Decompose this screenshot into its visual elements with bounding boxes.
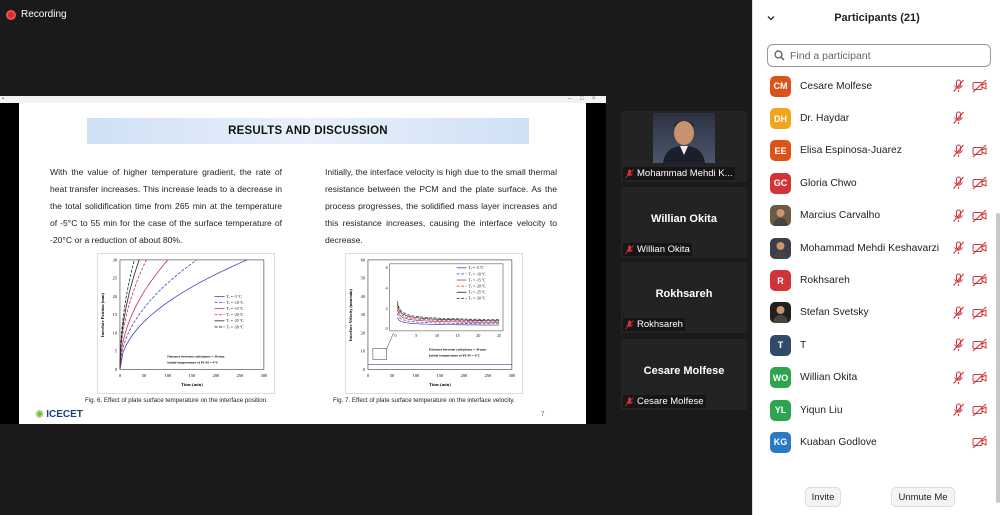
participant-name: Dr. Haydar <box>800 113 850 125</box>
f7-ytick: 20 <box>360 330 365 336</box>
f7-ytick: 60 <box>360 257 365 263</box>
f6-ytick: 30 <box>112 257 117 263</box>
tile-name-label: Mohammad Mehdi K... <box>637 168 733 179</box>
fig7-inset-xtick: 10 <box>434 332 439 338</box>
presentation-slide <box>19 103 586 424</box>
fig6-interface-position-chart <box>97 253 275 394</box>
f7-xtick: 50 <box>389 373 395 379</box>
conference-logo <box>35 408 83 421</box>
f6-legend-entry: Tₛ = -25 °C <box>226 319 244 324</box>
participant-name: Mohammad Mehdi Keshavarzi <box>800 242 940 254</box>
tile-name-label: Cesare Molfese <box>637 396 704 407</box>
fig7-inset-xtick: 5 <box>415 332 418 338</box>
mic-muted-icon <box>952 209 965 223</box>
f6-xtick: 250 <box>236 373 244 379</box>
f7-ytick: 30 <box>360 312 365 318</box>
fig7-inset-ytick: 4 <box>385 285 388 291</box>
close-icon: × <box>592 96 596 102</box>
f6-ytick: 5 <box>114 348 117 354</box>
fig6-series-line <box>120 260 168 369</box>
participant-row[interactable] <box>753 264 993 296</box>
participant-row[interactable] <box>753 329 993 361</box>
f7-xtick: 250 <box>484 373 492 379</box>
minimize-icon: – <box>568 96 572 102</box>
participant-name: Kuaban Godlove <box>800 436 877 448</box>
f6-xtick: 200 <box>212 373 220 379</box>
avatar: T <box>770 335 791 356</box>
tile-name-label: Willian Okita <box>637 244 690 255</box>
mic-muted-icon <box>952 273 965 287</box>
mic-muted-icon <box>625 169 634 179</box>
video-off-icon <box>972 371 987 385</box>
mic-muted-icon <box>625 245 634 255</box>
mic-muted-icon <box>952 241 965 255</box>
scrollbar[interactable] <box>996 213 1000 503</box>
f6-legend-entry: Tₛ = -15 °C <box>226 306 244 311</box>
fig7-xlabel: Time (min) <box>429 382 451 388</box>
mic-muted-icon <box>625 397 634 407</box>
participant-row[interactable] <box>753 102 993 134</box>
participant-row[interactable] <box>753 70 993 102</box>
slide-page-number: 7 <box>541 412 545 418</box>
participant-name: Stefan Svetsky <box>800 307 869 319</box>
f7-legend-entry: Tₛ = -20 °C <box>468 284 486 289</box>
tile-label <box>623 395 706 408</box>
participant-name: Cesare Molfese <box>800 80 873 92</box>
participant-row[interactable] <box>753 394 993 426</box>
f7-ytick: 40 <box>360 293 365 299</box>
panel-header <box>753 0 1000 36</box>
participant-name: Elisa Espinosa-Juarez <box>800 145 902 157</box>
f7-legend-entry: Tₛ = -15 °C <box>468 278 486 283</box>
video-off-icon <box>972 403 987 417</box>
fig7-interface-velocity-chart <box>345 253 523 394</box>
avatar <box>770 238 791 259</box>
video-off-icon <box>972 306 987 320</box>
fig6-note2: Initial temperature of PCM = 4°C <box>167 360 219 365</box>
participant-photo <box>653 113 715 163</box>
fig7-zoom-arrow <box>387 333 394 349</box>
record-icon <box>6 10 16 20</box>
f7-xtick: 100 <box>412 373 420 379</box>
mic-muted-icon <box>952 79 965 93</box>
participant-name: T <box>800 339 807 351</box>
f6-ytick: 20 <box>112 293 117 299</box>
fig7-ylabel: Interface Velocity (mm/min) <box>348 289 354 342</box>
f6-xtick: 150 <box>188 373 196 379</box>
f7-ytick: 10 <box>360 348 365 354</box>
avatar <box>770 302 791 323</box>
f6-ytick: 25 <box>112 275 117 281</box>
video-off-icon <box>972 144 987 158</box>
recording-label: Recording <box>21 9 67 20</box>
f6-xtick: 100 <box>164 373 172 379</box>
f7-legend-entry: Tₛ = -25 °C <box>468 290 486 295</box>
mic-muted-icon <box>952 306 965 320</box>
avatar: WO <box>770 367 791 388</box>
fig6-xlabel: Time (min) <box>181 382 203 388</box>
fig7-inset-xtick: 0 <box>394 332 397 338</box>
f6-ytick: 15 <box>112 312 117 318</box>
f6-legend-entry: Tₛ = -30 °C <box>226 325 244 330</box>
f7-xtick: 200 <box>460 373 468 379</box>
avatar: DH <box>770 108 791 129</box>
avatar: CM <box>770 76 791 97</box>
shared-window-titlebar <box>0 96 606 103</box>
participant-row[interactable] <box>753 200 993 232</box>
logo-text: ICECET <box>46 409 83 420</box>
f6-legend-entry: Tₛ = -20 °C <box>226 313 244 318</box>
tile-display-name: Willian Okita <box>651 213 717 225</box>
recording-indicator[interactable] <box>6 9 67 20</box>
video-off-icon <box>972 79 987 93</box>
f6-legend-entry: Tₛ = -5 °C <box>226 294 242 299</box>
avatar <box>770 205 791 226</box>
slide-right-text: Initially, the interface velocity is high due to the small thermal resistance between the PCM and the plate surface. As the process progresses, the solidified mass layer increases and this resistance increases, causing the interface velocity to decrease. <box>325 167 557 245</box>
participant-row[interactable] <box>753 297 993 329</box>
fig6-series-line <box>120 260 197 369</box>
video-tile[interactable] <box>621 187 747 258</box>
fig7-note1: Distance between cold plates = 30 mm <box>429 347 487 352</box>
f7-xtick: 150 <box>436 373 444 379</box>
participant-name: Marcius Carvalho <box>800 210 881 222</box>
fig7-zoom-box <box>373 349 387 360</box>
participant-name: Rokhsareh <box>800 275 850 287</box>
fig6-note1: Distance between cold plates = 30 mm <box>167 354 225 359</box>
participant-list <box>753 70 993 459</box>
fig7-inset-xtick: 20 <box>476 332 481 338</box>
fig7-note2: Initial temperature of PCM = 4°C <box>429 353 481 358</box>
fig6-series-line <box>120 260 146 369</box>
participants-panel <box>752 0 1000 515</box>
fig7-inset-xtick: 15 <box>455 332 460 338</box>
f6-ytick: 0 <box>114 366 117 372</box>
fig7-inset-ytick: 6 <box>385 265 388 271</box>
f7-ytick: 50 <box>360 275 365 281</box>
video-off-icon <box>972 241 987 255</box>
participant-name: Gloria Chwo <box>800 177 857 189</box>
mic-muted-icon <box>952 338 965 352</box>
fig6-caption: Fig. 6. Effect of plate surface temperature on the interface position. <box>85 397 268 404</box>
f7-ytick: 0 <box>362 366 365 372</box>
fig7-inset-xtick: 25 <box>497 332 502 338</box>
maximize-icon: □ <box>580 96 584 102</box>
f6-xtick: 300 <box>260 373 268 379</box>
search-icon <box>774 50 785 61</box>
fig7-caption: Fig. 7. Effect of plate surface temperature on the interface velocity. <box>333 397 515 404</box>
avatar: YL <box>770 400 791 421</box>
f7-xtick: 300 <box>508 373 516 379</box>
mic-muted-icon <box>952 144 965 158</box>
avatar: EE <box>770 140 791 161</box>
fig7-inset-ytick: 2 <box>385 305 388 311</box>
video-off-icon <box>972 435 987 449</box>
f6-xtick: 50 <box>141 373 147 379</box>
fig6-ylabel: Interface Position (mm) <box>100 293 106 338</box>
panel-title: Participants (21) <box>834 12 920 24</box>
search-input[interactable] <box>790 50 980 62</box>
slide-left-text: With the value of higher temperature gradient, the rate of heat transfer increases. This increase leads to a decrease in the total solidification time from 265 min at the temperature of -5°C to 55 min for the case of the surface temperature of -20°C or a reduction of about 80%. <box>50 167 282 245</box>
f7-xtick: 0 <box>366 373 370 379</box>
video-off-icon <box>972 209 987 223</box>
participant-row[interactable] <box>753 426 993 458</box>
tile-display-name: Rokhsareh <box>655 288 713 300</box>
f6-legend-entry: Tₛ = -10 °C <box>226 300 244 305</box>
participant-row[interactable] <box>753 167 993 199</box>
search-box[interactable] <box>767 44 991 67</box>
slide-title: RESULTS AND DISCUSSION <box>87 118 529 144</box>
mic-muted-icon <box>952 403 965 417</box>
participant-name: Willian Okita <box>800 372 858 384</box>
tile-label <box>623 167 735 180</box>
invite-button[interactable]: Invite <box>805 487 841 507</box>
tile-name-label: Rokhsareh <box>637 319 683 330</box>
tile-label <box>623 318 685 331</box>
video-tile[interactable] <box>621 111 747 182</box>
shared-screen[interactable] <box>0 96 606 424</box>
video-off-icon <box>972 176 987 190</box>
fig7-inset-ytick: 0 <box>385 326 388 332</box>
mic-muted-icon <box>952 111 965 125</box>
video-tile[interactable] <box>621 262 747 333</box>
f6-xtick: 0 <box>118 373 122 379</box>
f7-legend-entry: Tₛ = -30 °C <box>468 296 486 301</box>
mic-muted-icon <box>952 371 965 385</box>
logo-sun-icon: ✺ <box>35 409 45 421</box>
chevron-down-icon[interactable] <box>765 12 777 24</box>
mic-muted-icon <box>952 176 965 190</box>
unmute-me-button[interactable]: Unmute Me <box>891 487 955 507</box>
tile-label <box>623 243 692 256</box>
avatar: R <box>770 270 791 291</box>
window-app-icon: ▪ <box>2 96 5 102</box>
video-off-icon <box>972 338 987 352</box>
f7-legend-entry: Tₛ = -5 °C <box>468 266 484 271</box>
avatar: KG <box>770 432 791 453</box>
avatar: GC <box>770 173 791 194</box>
f6-ytick: 10 <box>112 330 117 336</box>
video-tile[interactable] <box>621 339 747 410</box>
participant-row[interactable] <box>753 232 993 264</box>
participant-name: Yiqun Liu <box>800 404 843 416</box>
participant-row[interactable] <box>753 135 993 167</box>
panel-footer <box>753 487 1000 509</box>
f7-legend-entry: Tₛ = -10 °C <box>468 272 486 277</box>
video-off-icon <box>972 273 987 287</box>
mic-muted-icon <box>625 320 634 330</box>
tile-display-name: Cesare Molfese <box>643 365 725 377</box>
participant-row[interactable] <box>753 362 993 394</box>
